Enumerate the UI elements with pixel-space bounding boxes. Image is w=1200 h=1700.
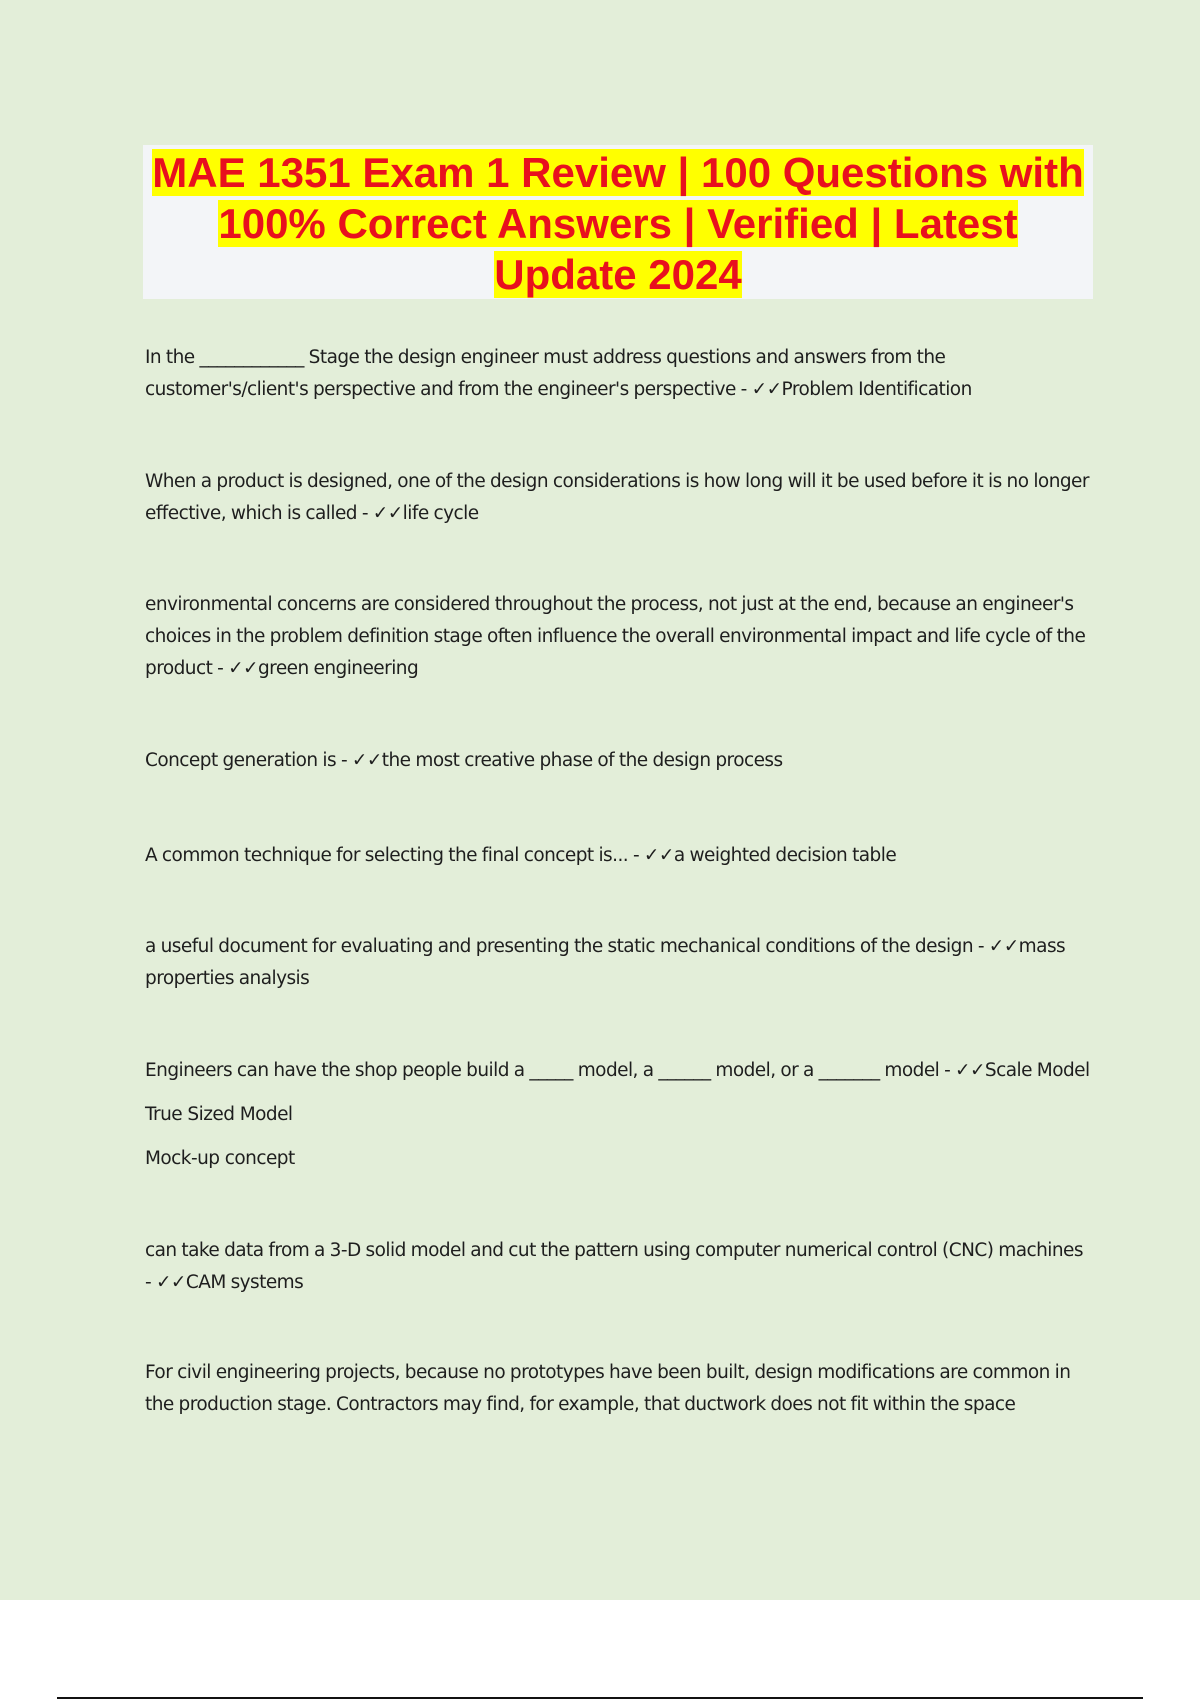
- qa-item-3: [145, 589, 1090, 685]
- qa-answer-line: True Sized Model: [145, 1104, 293, 1125]
- qa-item-8: [145, 1235, 1090, 1299]
- qa-item-6: [145, 931, 1090, 995]
- qa-item-text: can take data from a 3-D solid model and cut the pattern using computer numerical control (CNC) machines - ✓✓CAM systems: [145, 1240, 1083, 1293]
- qa-item-1: [145, 342, 1090, 406]
- qa-item-4: [145, 745, 1090, 777]
- qa-item-text: A common technique for selecting the final concept is... - ✓✓a weighted decision table: [145, 845, 897, 866]
- qa-item-text: In the ____________ Stage the design engineer must address questions and answers from the customer's/client's perspective and from the engineer's perspective - ✓✓Problem Identification: [145, 347, 972, 400]
- qa-item-text: When a product is designed, one of the design considerations is how long will it be used before it is no longer effective, which is called - ✓✓life cycle: [145, 471, 1089, 524]
- qa-item-text: a useful document for evaluating and presenting the static mechanical conditions of the design - ✓✓mass properties analysis: [145, 936, 1066, 989]
- title-box: [143, 145, 1093, 299]
- qa-item-text: Engineers can have the shop people build a _____ model, a ______ model, or a _______ model - ✓✓Scale Model: [145, 1060, 1090, 1081]
- qa-item-5: [145, 840, 1090, 872]
- qa-list: [145, 342, 1090, 1421]
- qa-item-9: [145, 1357, 1090, 1421]
- qa-item-text: For civil engineering projects, because no prototypes have been built, design modifications are common in the production stage. Contractors may find, for example, that ductwork does not fit within the space: [145, 1362, 1071, 1415]
- qa-item-text: environmental concerns are considered throughout the process, not just at the end, because an engineer's choices in the problem definition stage often influence the overall environmental impact and life cycle of the product - ✓✓green engineering: [145, 594, 1086, 679]
- qa-item-text: Concept generation is - ✓✓the most creative phase of the design process: [145, 750, 783, 771]
- footer-divider: [57, 1697, 1143, 1699]
- qa-item-2: [145, 466, 1090, 530]
- document-title: MAE 1351 Exam 1 Review | 100 Questions with 100% Correct Answers | Verified | Latest Update 2024: [152, 149, 1084, 298]
- qa-answer-line: Mock-up concept: [145, 1148, 295, 1169]
- qa-item-7: [145, 1055, 1090, 1175]
